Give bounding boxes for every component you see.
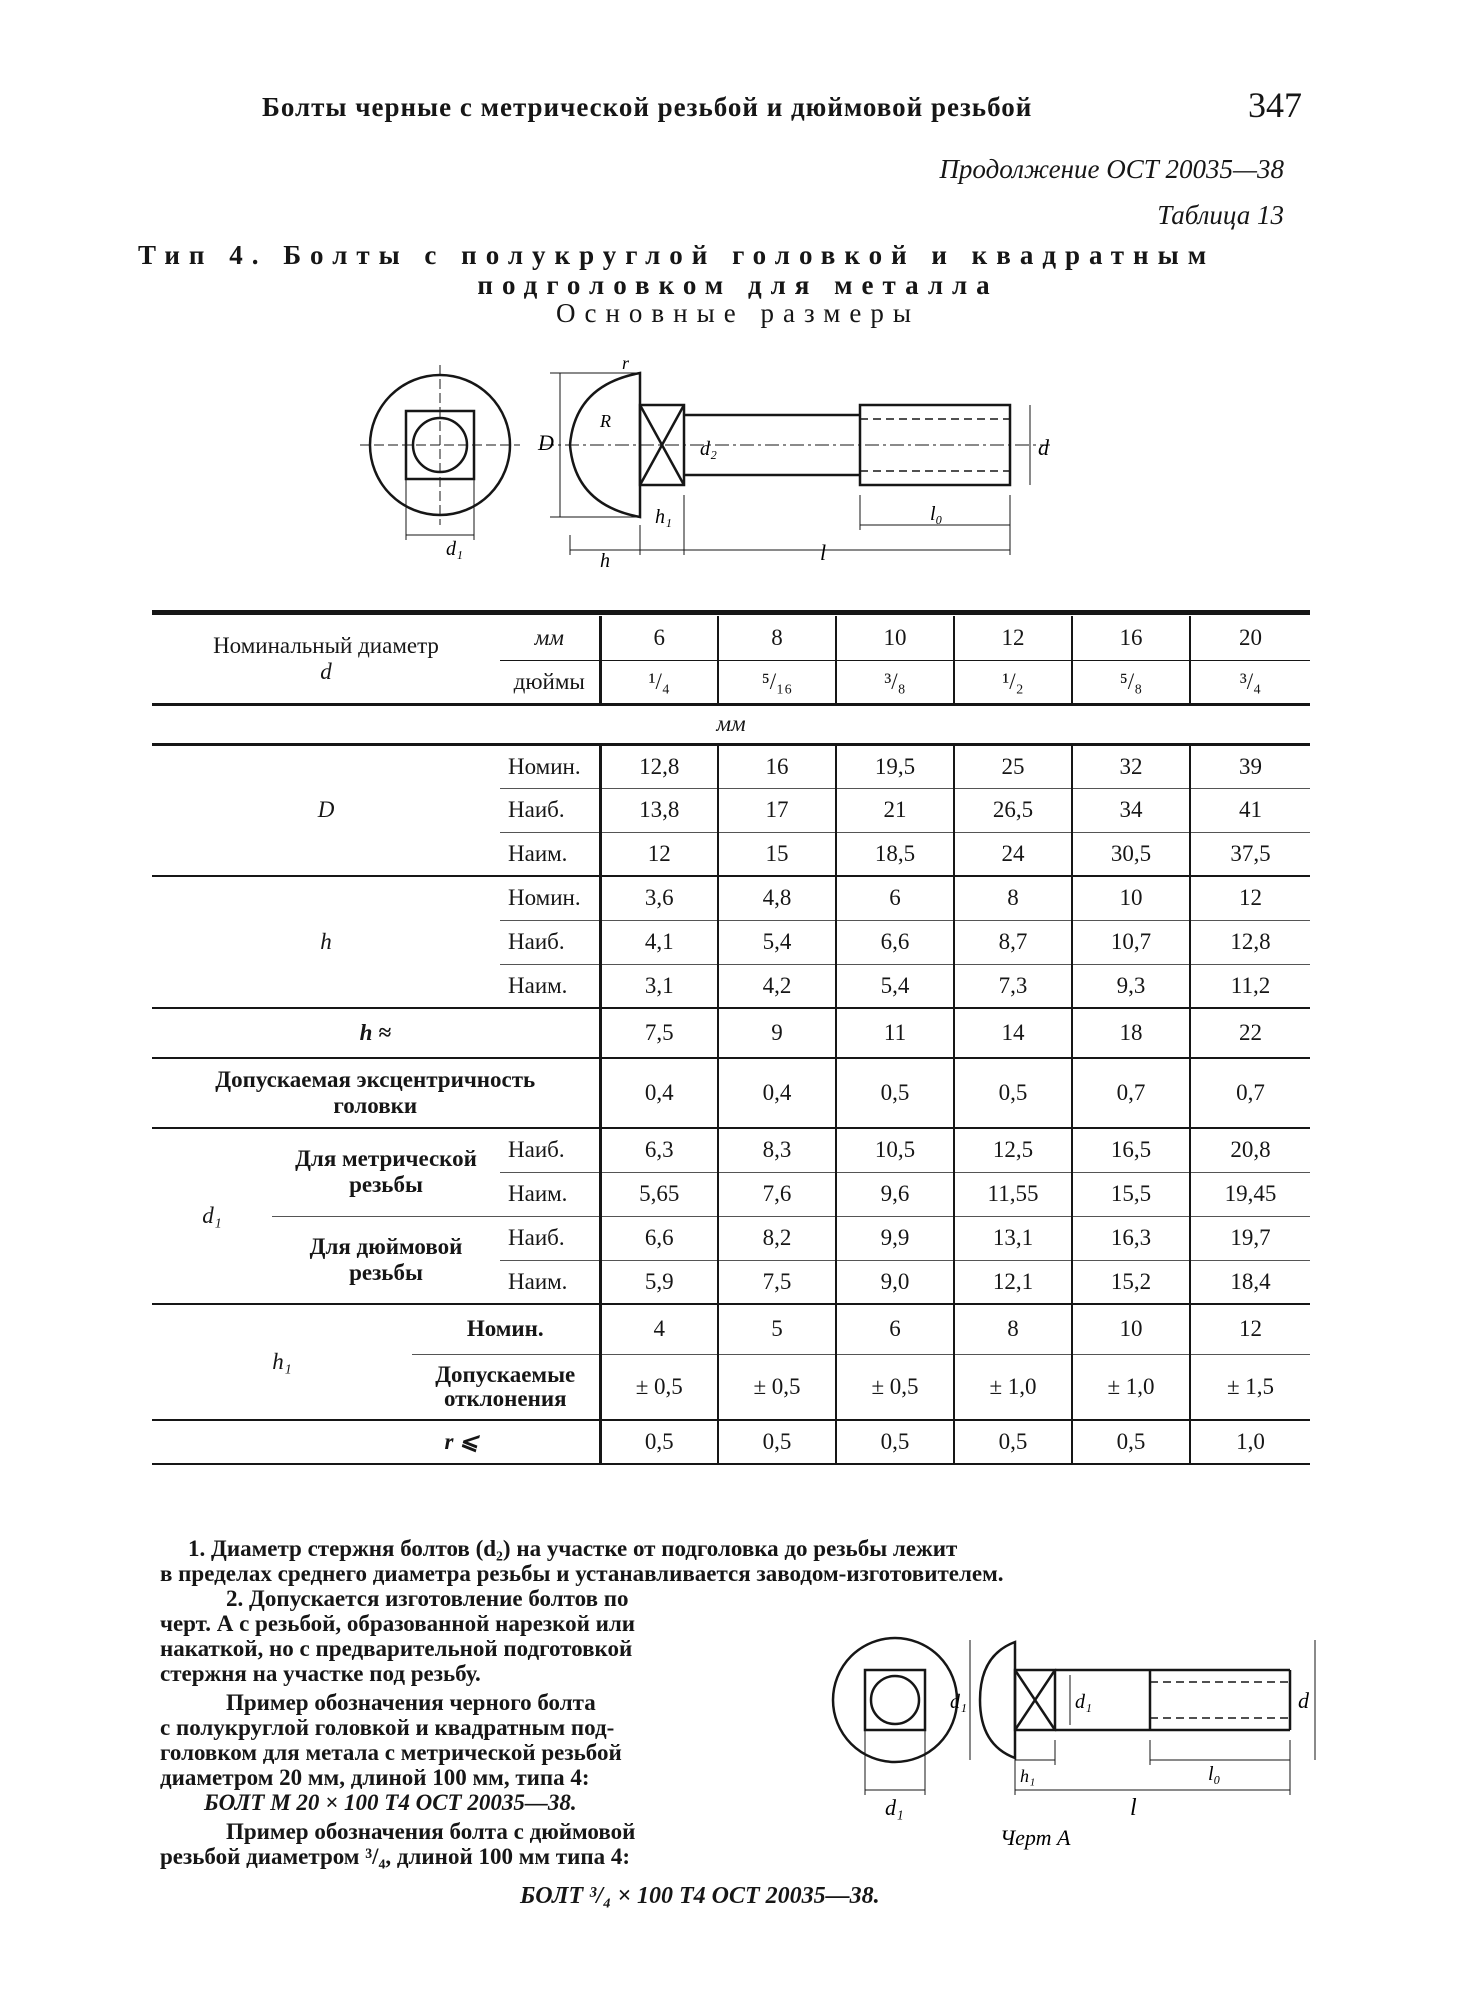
table-cell: 6 xyxy=(836,1304,954,1354)
table-cell: 10 xyxy=(1072,1304,1190,1354)
size-inch: ¹/₄ xyxy=(600,660,718,704)
table-cell: 7,6 xyxy=(718,1172,836,1216)
table-cell: 4,1 xyxy=(600,920,718,964)
table-cell: 16 xyxy=(718,744,836,788)
label-D: D xyxy=(538,430,554,455)
running-title: Болты черные с метрической резьбой и дюймовой резьбой xyxy=(262,92,1033,122)
table-cell: 8 xyxy=(954,1304,1072,1354)
label-d: d xyxy=(1038,435,1049,460)
h-label: h xyxy=(152,876,500,1008)
table-cell: 16,3 xyxy=(1072,1216,1190,1260)
fig-a-label-h1: h₁ xyxy=(1020,1766,1036,1786)
example-2-code: БОЛТ ³/₄ × 100 Т4 ОСТ 20035—38. xyxy=(520,1883,880,1909)
table-cell: 7,5 xyxy=(718,1260,836,1304)
table-cell: 0,5 xyxy=(836,1058,954,1128)
table-cell: 5,4 xyxy=(718,920,836,964)
size-inch: ³/₈ xyxy=(836,660,954,704)
table-cell: 19,5 xyxy=(836,744,954,788)
table-cell: 12 xyxy=(600,832,718,876)
bolt-drawing xyxy=(360,355,1080,570)
table-title-line1: Тип 4. Болты с полукруглой головкой и квадратным xyxy=(138,240,1216,270)
row-sublabel: Наиб. xyxy=(500,1128,600,1172)
table-cell: 13,8 xyxy=(600,788,718,832)
table-cell: 41 xyxy=(1190,788,1310,832)
table-cell: 8 xyxy=(954,876,1072,920)
fig-a-label-d1-bottom: d₁ xyxy=(885,1795,904,1820)
label-d1: d₁ xyxy=(446,538,463,560)
table-cell: ± 1,0 xyxy=(954,1354,1072,1420)
d1-label: d₁ xyxy=(152,1128,272,1304)
table-cell: 9 xyxy=(718,1008,836,1058)
table-cell: 1,0 xyxy=(1190,1420,1310,1464)
table-cell: 12,8 xyxy=(600,744,718,788)
table-cell: 15 xyxy=(718,832,836,876)
row-sublabel: Номин. xyxy=(500,744,600,788)
table-cell: 8,3 xyxy=(718,1128,836,1172)
table-cell: 4 xyxy=(600,1304,718,1354)
unit-mm: мм xyxy=(500,616,600,660)
table-cell: 39 xyxy=(1190,744,1310,788)
size-mm: 16 xyxy=(1072,616,1190,660)
table-cell: 0,7 xyxy=(1190,1058,1310,1128)
table-cell: 3,1 xyxy=(600,964,718,1008)
table-cell: 0,5 xyxy=(1072,1420,1190,1464)
table-cell: 21 xyxy=(836,788,954,832)
label-r: r xyxy=(622,355,630,373)
dimensions-table xyxy=(152,616,1310,1465)
table-cell: 0,4 xyxy=(718,1058,836,1128)
table-cell: 9,3 xyxy=(1072,964,1190,1008)
table-cell: 13,1 xyxy=(954,1216,1072,1260)
note-1-line-a: 1. Диаметр стержня болтов (d₂) на участке от подголовка до резьбы лежит xyxy=(188,1536,958,1561)
mm-units-row: мм xyxy=(152,704,1310,744)
table-cell: 19,7 xyxy=(1190,1216,1310,1260)
row-sublabel: Наим. xyxy=(500,964,600,1008)
table-cell: 37,5 xyxy=(1190,832,1310,876)
table-cell: 4,2 xyxy=(718,964,836,1008)
table-cell: 10 xyxy=(1072,876,1190,920)
table-cell: 6,6 xyxy=(836,920,954,964)
page-number: 347 xyxy=(1248,85,1302,125)
table-cell: 3,6 xyxy=(600,876,718,920)
size-mm: 6 xyxy=(600,616,718,660)
table-cell: 34 xyxy=(1072,788,1190,832)
table-cell: 0,7 xyxy=(1072,1058,1190,1128)
table-cell: 18 xyxy=(1072,1008,1190,1058)
table-cell: ± 1,5 xyxy=(1190,1354,1310,1420)
table-cell: 30,5 xyxy=(1072,832,1190,876)
table-title-line3: Основные размеры xyxy=(556,298,920,328)
eccentricity-label: Допускаемая эксцентричность головки xyxy=(152,1058,600,1128)
table-cell: 17 xyxy=(718,788,836,832)
fig-a-label-d1-shank: d₁ xyxy=(1075,1691,1092,1713)
table-cell: 12,8 xyxy=(1190,920,1310,964)
table-cell: 5,65 xyxy=(600,1172,718,1216)
table-cell: 11,55 xyxy=(954,1172,1072,1216)
table-cell: 0,4 xyxy=(600,1058,718,1128)
table-cell: 12 xyxy=(1190,876,1310,920)
continuation-label: Продолжение ОСТ 20035—38 xyxy=(939,154,1284,184)
table-cell: 0,5 xyxy=(718,1420,836,1464)
table-cell: 32 xyxy=(1072,744,1190,788)
figure-a-caption: Черт А xyxy=(1000,1825,1071,1850)
size-mm: 10 xyxy=(836,616,954,660)
table-cell: 22 xyxy=(1190,1008,1310,1058)
table-cell: 9,9 xyxy=(836,1216,954,1260)
note-1-line-b: в пределах среднего диаметра резьбы и устанавливается заводом-изготовителем. xyxy=(160,1561,1004,1586)
table-cell: 10,7 xyxy=(1072,920,1190,964)
table-cell: 8,7 xyxy=(954,920,1072,964)
table-cell: 7,5 xyxy=(600,1008,718,1058)
l-approx-label: h ≈ xyxy=(152,1008,600,1058)
table-cell: 0,5 xyxy=(836,1420,954,1464)
row-sublabel: Наим. xyxy=(500,832,600,876)
table-cell: 15,2 xyxy=(1072,1260,1190,1304)
table-cell: 12,1 xyxy=(954,1260,1072,1304)
table-cell: 5 xyxy=(718,1304,836,1354)
table-cell: 25 xyxy=(954,744,1072,788)
size-mm: 12 xyxy=(954,616,1072,660)
r-label: r ⩽ xyxy=(152,1420,600,1464)
table-title-line2: подголовком для металла xyxy=(477,270,999,300)
unit-inch: дюймы xyxy=(500,660,600,704)
figure-a-drawing xyxy=(820,1630,1330,1855)
example-1-code: БОЛТ М 20 × 100 Т4 ОСТ 20035—38. xyxy=(204,1790,577,1815)
row-sublabel: Наиб. xyxy=(500,920,600,964)
table-cell: ± 0,5 xyxy=(718,1354,836,1420)
table-cell: 18,5 xyxy=(836,832,954,876)
label-R: R xyxy=(600,411,611,431)
table-cell: 20,8 xyxy=(1190,1128,1310,1172)
fig-a-label-d: d xyxy=(1298,1688,1309,1713)
row-sublabel: Допускаемые отклонения xyxy=(412,1354,600,1420)
table-cell: 16,5 xyxy=(1072,1128,1190,1172)
size-mm: 8 xyxy=(718,616,836,660)
fig-a-label-l: l xyxy=(1130,1795,1137,1821)
table-cell: 18,4 xyxy=(1190,1260,1310,1304)
size-inch: ³/₄ xyxy=(1190,660,1310,704)
label-l: l xyxy=(820,540,827,565)
row-sublabel: Номин. xyxy=(500,876,600,920)
table-cell: 12 xyxy=(1190,1304,1310,1354)
h1-label: h₁ xyxy=(152,1304,412,1420)
note-2: 2. Допускается изготовление болтов по черт. А с резьбой, образованной нарезкой или накаткой, но с предварительной подготовкой стержня на участке под резьбу. Пример обозначения черного болта с полукруглой головкой и квадратным под- головком для метала с метрической резьбой диаметром 20 мм, длиной 100 мм, типа 4: БОЛТ М 20 × 100 Т4 ОСТ 20035—38. Пример обозначения болта с дюймовой резьбой диаметром ³/₄, длиной 100 мм типа 4: xyxy=(160,1586,800,1869)
table-cell: 12,5 xyxy=(954,1128,1072,1172)
row-sublabel: Наим. xyxy=(500,1260,600,1304)
table-cell: 6,3 xyxy=(600,1128,718,1172)
d1-inch-label: Для дюймовой резьбы xyxy=(272,1216,500,1304)
table-cell: 0,5 xyxy=(954,1058,1072,1128)
table-cell: 19,45 xyxy=(1190,1172,1310,1216)
table-cell: 5,9 xyxy=(600,1260,718,1304)
table-cell: 14 xyxy=(954,1008,1072,1058)
table-cell: ± 0,5 xyxy=(836,1354,954,1420)
table-cell: 11 xyxy=(836,1008,954,1058)
D-label: D xyxy=(152,744,500,876)
size-inch: ⁵/₈ xyxy=(1072,660,1190,704)
table-cell: 6 xyxy=(836,876,954,920)
table-cell: 4,8 xyxy=(718,876,836,920)
table-top-rule xyxy=(152,610,1310,615)
table-cell: 10,5 xyxy=(836,1128,954,1172)
table-cell: 5,4 xyxy=(836,964,954,1008)
label-h1: h₁ xyxy=(655,506,672,528)
row-sublabel: Наим. xyxy=(500,1172,600,1216)
row-sublabel: Наиб. xyxy=(500,788,600,832)
table-cell: 7,3 xyxy=(954,964,1072,1008)
size-inch: ¹/₂ xyxy=(954,660,1072,704)
size-mm: 20 xyxy=(1190,616,1310,660)
nominal-diameter-label: Номинальный диаметр d xyxy=(152,616,500,704)
table-cell: 26,5 xyxy=(954,788,1072,832)
row-sublabel: Номин. xyxy=(412,1304,600,1354)
label-h: h xyxy=(600,550,610,570)
label-l0: l₀ xyxy=(930,503,943,525)
table-cell: 24 xyxy=(954,832,1072,876)
table-cell: 0,5 xyxy=(954,1420,1072,1464)
table-cell: ± 1,0 xyxy=(1072,1354,1190,1420)
label-d2: d₂ xyxy=(700,438,717,460)
d1-metric-label: Для метрической резьбы xyxy=(272,1128,500,1216)
table-number: Таблица 13 xyxy=(1157,200,1284,230)
table-cell: 6,6 xyxy=(600,1216,718,1260)
table-cell: 9,6 xyxy=(836,1172,954,1216)
fig-a-label-l0: l₀ xyxy=(1208,1763,1221,1785)
table-cell: ± 0,5 xyxy=(600,1354,718,1420)
table-cell: 0,5 xyxy=(600,1420,718,1464)
table-cell: 9,0 xyxy=(836,1260,954,1304)
table-cell: 15,5 xyxy=(1072,1172,1190,1216)
fig-a-label-d1: d₁ xyxy=(950,1691,967,1713)
row-sublabel: Наиб. xyxy=(500,1216,600,1260)
size-inch: ⁵/₁₆ xyxy=(718,660,836,704)
table-cell: 8,2 xyxy=(718,1216,836,1260)
table-cell: 11,2 xyxy=(1190,964,1310,1008)
